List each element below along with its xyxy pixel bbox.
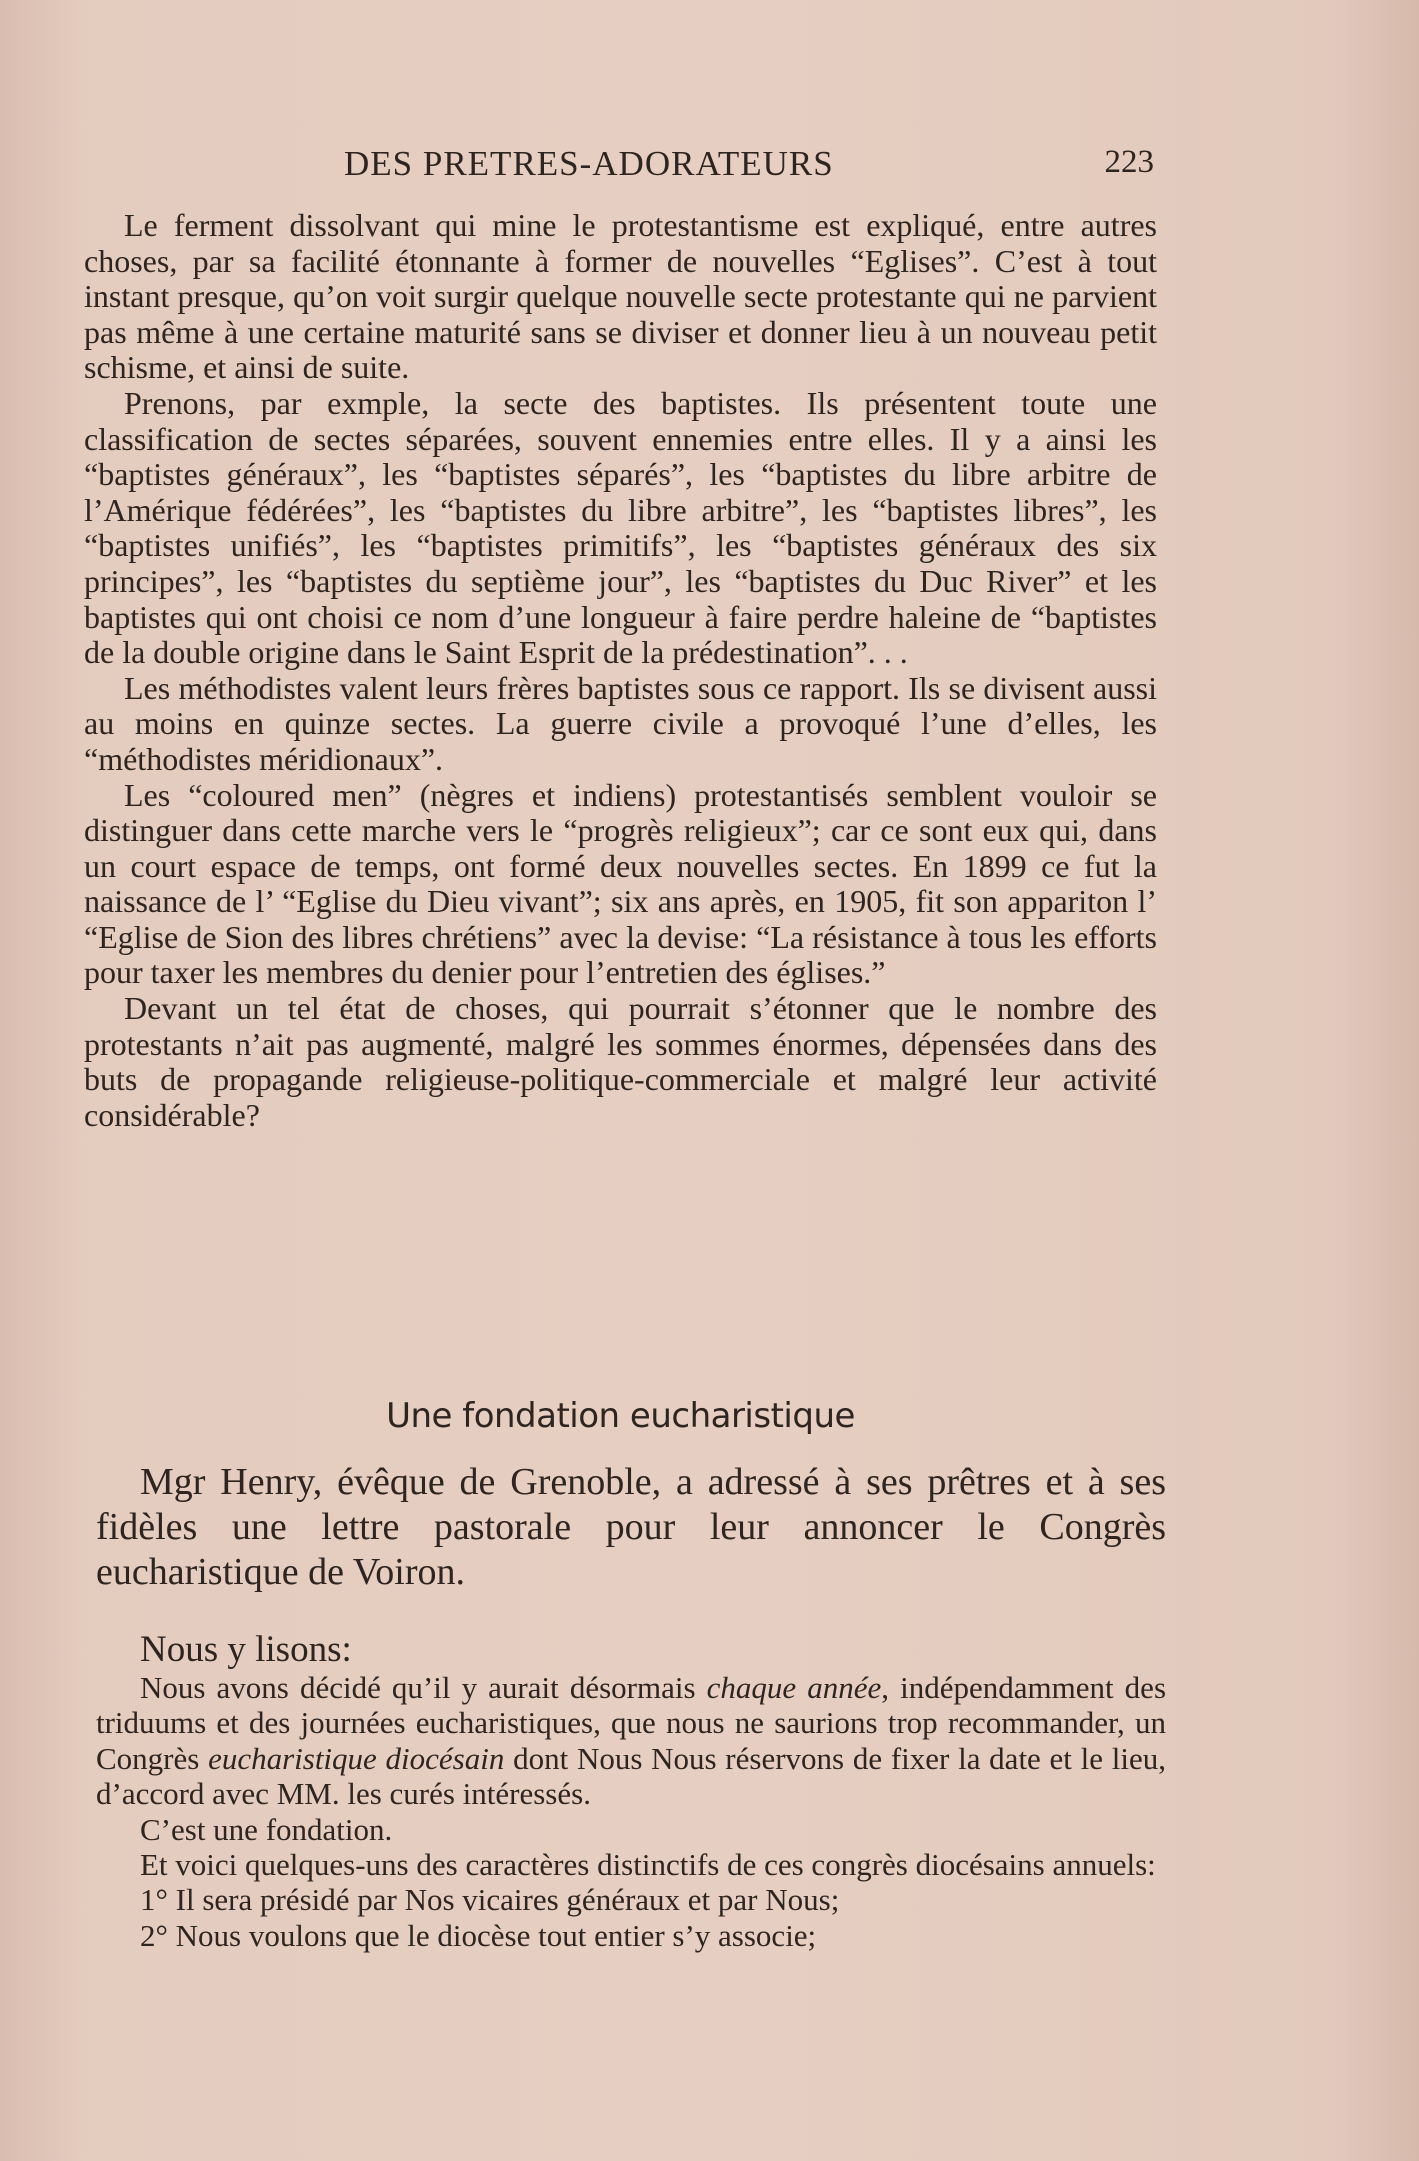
paragraph: Devant un tel état de choses, qui pourrait s’étonner que le nombre des protestants n’ait pas augmenté, malgré les sommes énormes, dépensées dans des buts de propagande religieuse-politique-commerciale et malgré leur activité considérable? xyxy=(84,990,1157,1133)
page-number: 223 xyxy=(1104,144,1154,180)
nous-lisons: Nous y lisons: xyxy=(140,1629,352,1670)
quote-text: Nous avons décidé qu’il y aurait désormais xyxy=(140,1670,707,1705)
quote-text: , indépendamment des triduums et des journées eucharistiques, que nous ne saurions trop recommander, un Congrès xyxy=(96,1670,1167,1776)
paragraph: Prenons, par exmple, la secte des baptistes. Ils présentent toute une classification de sectes séparées, souvent ennemies entre elles. Il y a ainsi les “baptistes généraux”, les “baptistes séparés”, les “baptistes du libre arbitre de l’Amérique fédérées”, les “baptistes du libre arbitre”, les “baptistes libres”, les “baptistes unifiés”, les “baptistes primitifs”, les “baptistes généraux des six principes”, les “baptistes du septième jour”, les “baptistes du Duc River” et les baptistes qui ont choisi ce nom d’une longueur à faire perdre haleine de “baptistes de la double origine dans le Saint Esprit de la prédestination”. . . xyxy=(84,384,1157,671)
section-heading: Une fondation eucharistique xyxy=(386,1396,855,1436)
paragraph: Les “coloured men” (nègres et indiens) protestantisés semblent vouloir se distinguer dans cette marche vers le “progrès religieux”; car ce sont eux qui, dans un court espace de temps, ont formé deux nouvelles sectes. En 1899 ce fut la naissance de l’ “Eglise du Dieu vivant”; six ans après, en 1905, fit son appariton l’ “Eglise de Sion des libres chrétiens” avec la devise: “La résistance à tous les efforts pour taxer les membres du denier pour l’entretien des églises.” xyxy=(84,776,1157,991)
list-item: 1° Il sera présidé par Nos vicaires généraux et par Nous; xyxy=(140,1882,840,1918)
quote-text: dont Nous Nous réservons de fixer la date et le lieu, d’accord avec MM. les curés intéressés. xyxy=(96,1740,1166,1812)
caracteres-paragraph: Et voici quelques-uns des caractères distinctifs de ces congrès diocésains annuels: xyxy=(140,1847,1156,1883)
quote-paragraph xyxy=(96,1670,1166,1812)
quote-emphasis: eucharistique diocésain xyxy=(208,1740,505,1776)
article-body xyxy=(84,208,1157,1133)
running-title: DES PRETRES-ADORATEURS xyxy=(344,144,834,183)
intro-paragraph: Mgr Henry, évêque de Grenoble, a adressé à ses prêtres et à ses fidèles une lettre pastorale pour leur annoncer le Congrès eucharistique de Voiron. xyxy=(96,1461,1166,1593)
running-head xyxy=(84,140,1154,190)
fondation-line: C’est une fondation. xyxy=(140,1811,393,1847)
list-item: 2° Nous voulons que le diocèse tout entier s’y associe; xyxy=(140,1917,817,1953)
pastoral-intro xyxy=(96,1460,1166,1595)
quote-emphasis: chaque année xyxy=(706,1670,882,1705)
paragraph: Le ferment dissolvant qui mine le protestantisme est expliqué, entre autres choses, par sa facilité étonnante à former de nouvelles “Eglises”. C’est à tout instant presque, qu’on voit surgir quelque nouvelle secte protestante qui ne parvient pas même à une certaine maturité sans se diviser et donner lieu à un nouveau petit schisme, et ainsi de suite. xyxy=(84,207,1157,386)
paragraph: Les méthodistes valent leurs frères baptistes sous ce rapport. Ils se divisent aussi au moins en quinze sectes. La guerre civile a provoqué l’une d’elles, les “méthodistes méridionaux”. xyxy=(84,669,1157,777)
pastoral-quote xyxy=(96,1630,1166,1953)
